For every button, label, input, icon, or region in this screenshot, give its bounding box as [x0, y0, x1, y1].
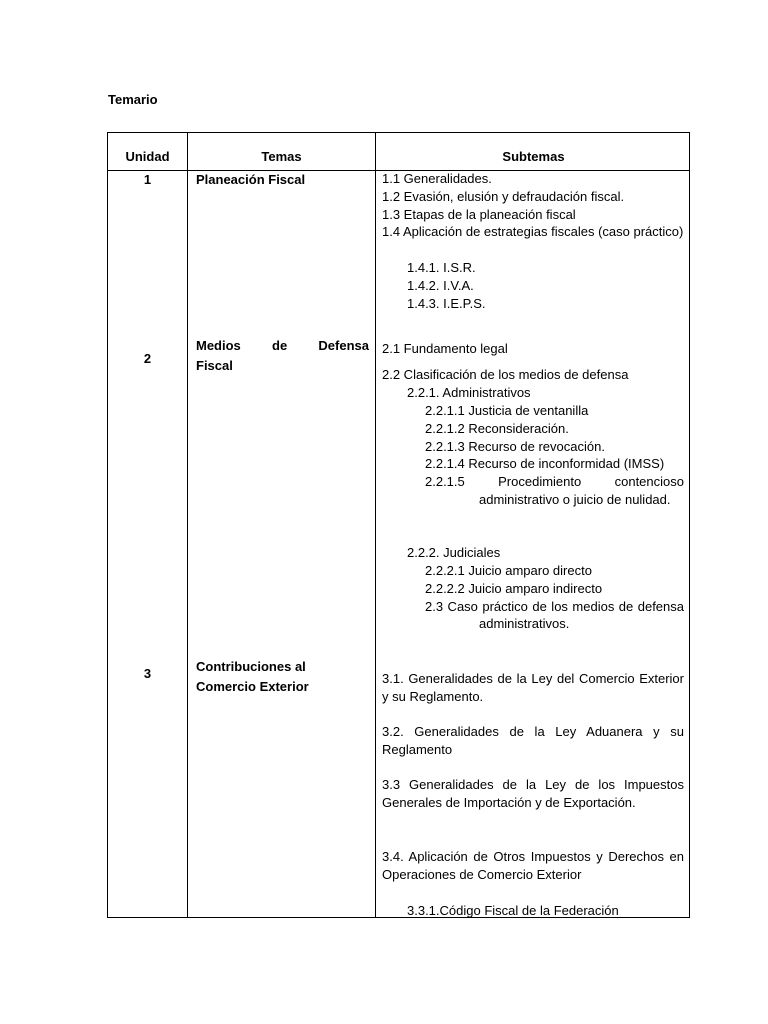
- subtopic-item: 3.2. Generalidades de la Ley Aduanera y su Reglamento: [382, 724, 684, 757]
- subtopic-item: 3.3.1.Código Fiscal de la Federación: [407, 903, 619, 918]
- unit-topic-line: Medios de Defensa: [196, 338, 369, 353]
- subtopic-item: 2.1 Fundamento legal: [382, 341, 508, 356]
- column-divider: [375, 133, 376, 917]
- subtopic-list: [382, 170, 684, 241]
- document-title: Temario: [108, 92, 158, 107]
- unit-number: 2: [143, 351, 152, 366]
- unit-topic-line: Contribuciones al: [196, 659, 306, 674]
- unit-topic: Planeación Fiscal: [196, 172, 306, 187]
- subtopic-item: 2.2.2.2 Juicio amparo indirecto: [425, 580, 603, 596]
- subtopic-item: 1.4.2. I.V.A.: [407, 277, 474, 293]
- subtopic-item: 2.2.2.1 Juicio amparo directo: [425, 563, 592, 578]
- subtopic-item: 2.2.1.1 Justicia de ventanilla: [425, 403, 589, 418]
- subtopic-item: 3.1. Generalidades de la Ley del Comercio Exterior y su Reglamento.: [382, 671, 684, 704]
- subtopic-item: 2.2.1. Administrativos: [407, 385, 531, 400]
- unit-number: 1: [143, 172, 152, 187]
- subtopic-item: 1.3 Etapas de la planeación fiscal: [382, 206, 576, 222]
- unit-topic-line: Fiscal: [196, 358, 233, 373]
- subtopic-item: 2.3 Caso práctico de los medios de defensa administrativos.: [425, 598, 684, 632]
- unit-number: 3: [143, 666, 152, 681]
- subtopic-item: 2.2.1.5 Procedimiento contencioso administrativo o juicio de nulidad.: [425, 474, 684, 507]
- column-divider: [187, 133, 188, 917]
- subtopic-item: 2.2.1.4 Recurso de inconformidad (IMSS): [425, 456, 665, 472]
- subtopic-sublist: [425, 402, 684, 509]
- unit-topic-line: Comercio Exterior: [196, 679, 309, 694]
- subtopic-item: 1.4.1. I.S.R.: [407, 260, 476, 275]
- header-unidad: Unidad: [125, 149, 170, 164]
- subtopic-item: 1.1 Generalidades.: [382, 171, 492, 186]
- subtopic-item: 1.4 Aplicación de estrategias fiscales (caso práctico): [382, 224, 684, 240]
- unit-topic: [196, 657, 369, 697]
- subtopic-item: 2.2.1.2 Reconsideración.: [425, 420, 569, 436]
- subtopic-item: 3.3 Generalidades de la Ley de los Impuestos Generales de Importación y de Exportación.: [382, 777, 684, 810]
- subtopic-item: 2.2.1.3 Recurso de revocación.: [425, 438, 605, 454]
- header-temas: Temas: [261, 149, 302, 164]
- header-subtemas: Subtemas: [502, 149, 565, 164]
- subtopic-item: 1.4.3. I.E.P.S.: [407, 295, 486, 311]
- subtopic-sublist: [407, 259, 684, 312]
- subtopic-item: 2.2.2. Judiciales: [407, 545, 501, 560]
- subtopic-item: 1.2 Evasión, elusión y defraudación fiscal.: [382, 188, 625, 204]
- subtopic-item: 3.4. Aplicación de Otros Impuestos y Derechos en Operaciones de Comercio Exterior: [382, 849, 684, 882]
- subtopic-sublist: [425, 562, 684, 633]
- syllabus-table: [107, 132, 690, 918]
- subtopic-item: 2.2 Clasificación de los medios de defensa: [382, 367, 629, 382]
- unit-topic: [196, 336, 369, 376]
